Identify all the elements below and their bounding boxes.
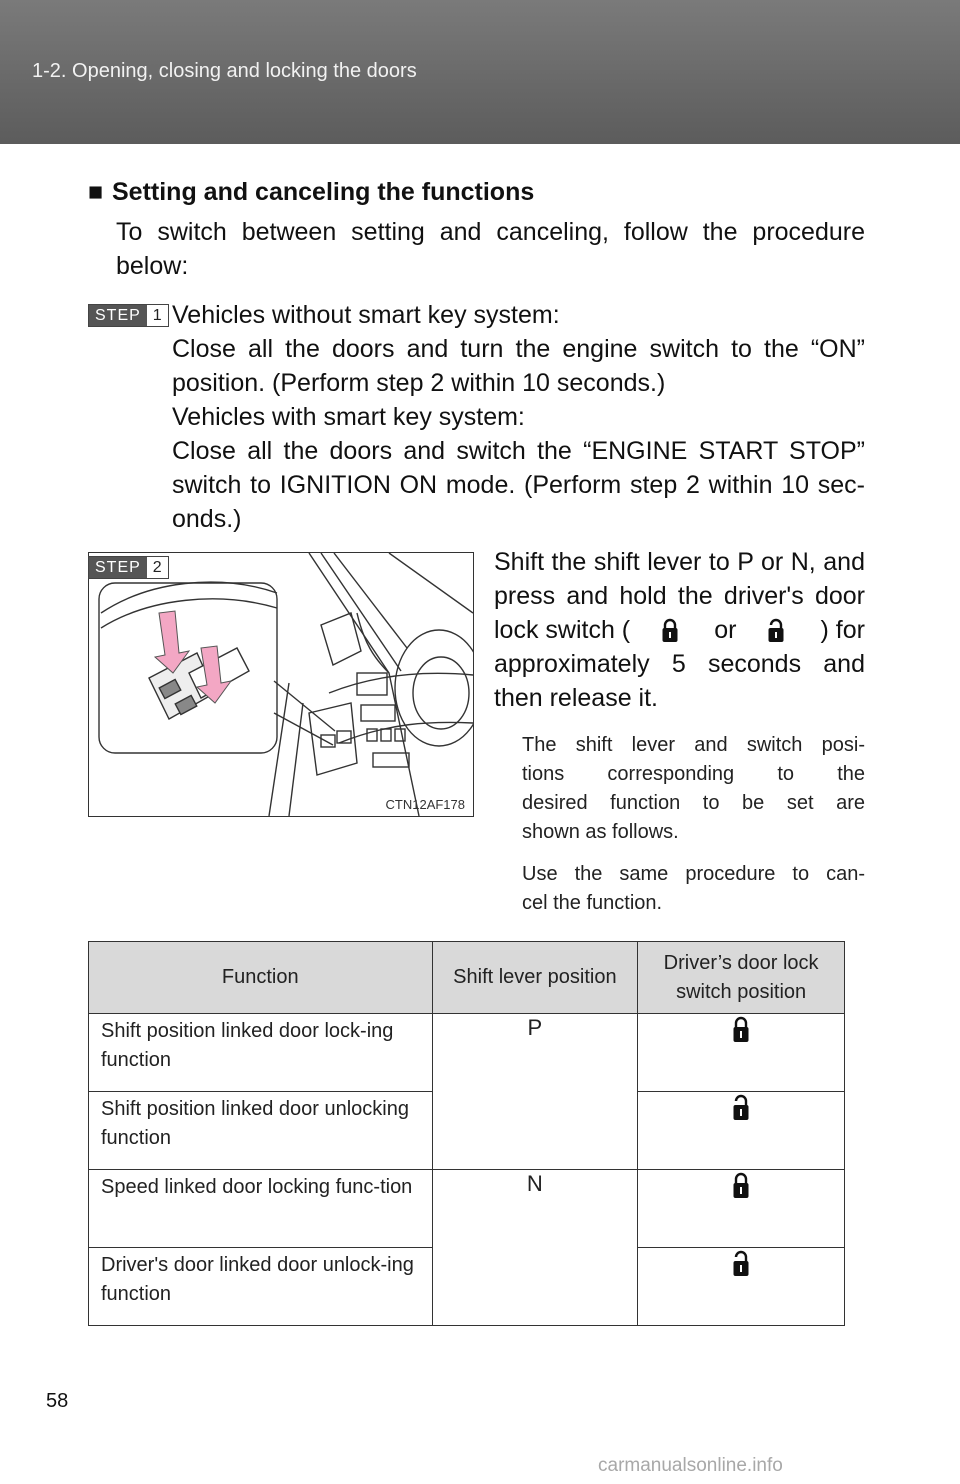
step-1-line: switch to IGNITION ON mode. (Perform step 2 within 10 sec- xyxy=(172,471,865,499)
step-1-line: Close all the doors and switch the “ENGINE START STOP” xyxy=(172,437,865,465)
step-2-badge xyxy=(88,556,169,579)
door-lock-switch-illustration xyxy=(88,552,474,817)
step-2-line: press and hold the driver's door xyxy=(494,582,865,610)
lock-open-icon xyxy=(767,617,785,643)
function-cell: Driver's door linked door unlock-ing function xyxy=(89,1248,433,1326)
function-cell: Shift position linked door lock-ing function xyxy=(89,1014,433,1092)
step-2-line: Shift the shift lever to P or N, and xyxy=(494,548,865,576)
step-2-text xyxy=(494,545,865,715)
note-positions xyxy=(522,731,865,847)
intro-paragraph: To switch between setting and canceling, follow the procedure below: xyxy=(116,218,865,280)
step-1-line: position. (Perform step 2 within 10 seconds.) xyxy=(172,369,666,397)
table-row xyxy=(89,1014,845,1092)
lock-open-icon xyxy=(732,1249,750,1277)
note-line: cel the function. xyxy=(522,892,663,914)
lock-open-icon xyxy=(732,1093,750,1121)
table-header-row xyxy=(89,942,845,1014)
header-title: 1-2. Opening, closing and locking the doors xyxy=(32,60,417,82)
note-line: shown as follows. xyxy=(522,821,679,843)
table-row xyxy=(89,1170,845,1248)
shift-position-cell: N xyxy=(432,1170,638,1326)
note-line: desired function to be set are xyxy=(522,792,865,814)
step-2-line: approximately 5 seconds and xyxy=(494,650,865,678)
lock-switch-cell xyxy=(638,1014,845,1092)
step-1-line: onds.) xyxy=(172,505,242,533)
note-line: The shift lever and switch posi- xyxy=(522,734,865,756)
step-1-line: Vehicles with smart key system: xyxy=(172,403,525,431)
section-heading xyxy=(88,178,534,207)
note-line: tions corresponding to the xyxy=(522,763,865,785)
step-number: 2 xyxy=(147,557,168,578)
lock-closed-icon xyxy=(661,617,679,643)
lock-closed-icon xyxy=(732,1015,750,1043)
lock-closed-icon xyxy=(732,1171,750,1199)
column-header-function: Function xyxy=(89,942,433,1014)
function-table xyxy=(88,941,845,1326)
step-label: STEP xyxy=(89,557,147,578)
column-header-shift-lever: Shift lever position xyxy=(432,942,638,1014)
function-cell: Speed linked door locking func-tion xyxy=(89,1170,433,1248)
function-cell: Shift position linked door unlocking function xyxy=(89,1092,433,1170)
step-number: 1 xyxy=(147,305,168,326)
page-number: 58 xyxy=(46,1390,69,1412)
note-line: Use the same procedure to can- xyxy=(522,863,865,885)
step-2-line-with-icons xyxy=(494,613,865,647)
note-cancel xyxy=(522,860,865,918)
step-2-text-fragment: or xyxy=(714,616,737,644)
shift-position-cell: P xyxy=(432,1014,638,1170)
column-header-door-lock-switch: Driver’s door lock switch position xyxy=(638,942,845,1014)
lock-switch-cell xyxy=(638,1170,845,1248)
step-2-line: then release it. xyxy=(494,684,658,712)
lock-switch-cell xyxy=(638,1092,845,1170)
step-1-badge xyxy=(88,304,169,327)
step-1-text xyxy=(172,298,865,536)
illustration-code: CTN12AF178 xyxy=(385,797,465,812)
page-header xyxy=(0,0,960,144)
step-label: STEP xyxy=(89,305,147,326)
step-2-text-fragment: ) for xyxy=(820,616,865,644)
step-1-line: Vehicles without smart key system: xyxy=(172,301,560,329)
section-heading-text: Setting and canceling the functions xyxy=(112,178,535,206)
square-bullet-icon: ■ xyxy=(88,178,104,206)
illustration-drawing xyxy=(89,553,473,816)
watermark: carmanualsonline.info xyxy=(598,1455,783,1476)
step-1-line: Close all the doors and turn the engine switch to the “ON” xyxy=(172,335,865,363)
step-2-text-fragment: lock switch ( xyxy=(494,616,631,644)
lock-switch-cell xyxy=(638,1248,845,1326)
